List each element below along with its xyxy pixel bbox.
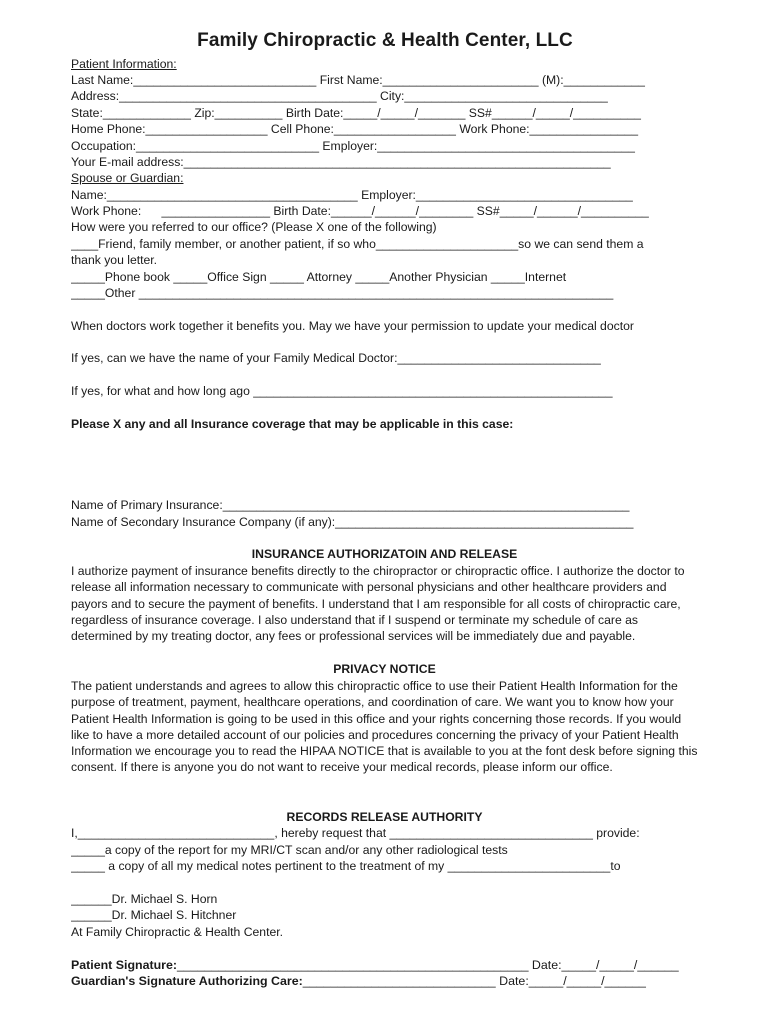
insurance-heading: Please X any and all Insurance coverage that may be applicable in this case: [71,417,514,431]
insurance-row-3 [71,465,698,481]
patient-occupation-line[interactable]: Occupation:___________________________ Employer:______________________________________ [71,139,635,153]
patient-signature-date[interactable]: Date:_____/_____/______ [528,958,679,972]
patient-state-line[interactable]: State:_____________ Zip:__________ Birth Date:_____/_____/_______ SS#______/_____/__________ [71,106,641,120]
patient-name-line[interactable]: Last Name:___________________________ First Name:_______________________ (M):____________ [71,73,645,87]
authorization-text: I authorize payment of insurance benefits directly to the chiropractor or chiropractic office. I authorize the doctor to release all information necessary to communicate with personal physicians and other healthcare providers and payors and to secure the payment of benefits. I understand that I am responsible for all costs of chiropractic care, regardless of insurance coverage. I also understand that if I suspend or terminate my schedule of care as determined by my treating doctor, any fees or professional services will be immediately due and payable. [71,564,685,644]
patient-signature-line[interactable]: ___________________________________________________ [177,958,529,972]
spouse-work-line[interactable]: Work Phone: ________________ Birth Date:______/______/________ SS#_____/______/__________ [71,204,649,218]
doctor-permission-text: When doctors work together it benefits you. May we have your permission to update your medical doctor [71,319,634,333]
records-request-line[interactable]: I,_____________________________, hereby request that ______________________________ provide: [71,826,640,840]
insurance-row-1 [71,433,698,449]
doctor-permission-row [71,334,698,350]
referral-other-line[interactable]: _____Other ______________________________________________________________________ [71,286,614,300]
records-heading: RECORDS RELEASE AUTHORITY [286,810,483,824]
referral-friend-line[interactable]: ____Friend, family member, or another patient, if so who_____________________so we can send them a [71,237,644,251]
family-doctor-line[interactable]: If yes, can we have the name of your Family Medical Doctor:______________________________ [71,351,601,365]
referral-options-line[interactable]: _____Phone book _____Office Sign _____ Attorney _____Another Physician _____Internet [71,270,567,284]
records-location: At Family Chiropractic & Health Center. [71,925,284,939]
guardian-signature-line[interactable]: ____________________________ [302,974,496,988]
guardian-signature-row[interactable] [71,973,699,989]
records-mri-line[interactable]: _____a copy of the report for my MRI/CT scan and/or any other radiological tests [71,843,508,857]
authorization-heading: INSURANCE AUTHORIZATOIN AND RELEASE [251,547,518,561]
patient-signature-row[interactable] [71,957,699,973]
spouse-heading: Spouse or Guardian: [71,171,184,185]
guardian-signature-date[interactable]: Date:_____/_____/______ [495,974,646,988]
patient-signature-label: Patient Signature: [71,958,178,972]
insurance-row-2 [71,449,698,465]
form-title: Family Chiropractic & Health Center, LLC [197,30,573,51]
records-notes-line[interactable]: _____ a copy of all my medical notes pertinent to the treatment of my ________________________to [71,859,621,873]
patient-email-line[interactable]: Your E-mail address:_______________________________________________________________ [71,155,611,169]
chiropractor-before-row [71,367,698,383]
secondary-insurance-line[interactable]: Name of Secondary Insurance Company (if any):____________________________________________ [71,515,634,529]
privacy-text: The patient understands and agrees to allow this chiropractic office to use their Patient Health Information for the purpose of treatment, payment, healthcare operations, and coordination of care. We want you to know how your Patient Health Information is going to be used in this office and your rights concerning those records. If you would like to have a more detailed account of our policies and procedures concerning the privacy of your Patient Health Information we encourage you to read the HIPAA NOTICE that is available to you at the font desk before signing this consent. If there is anyone you do not want to receive your medical records, please inform our office. [71,679,698,775]
privacy-heading: PRIVACY NOTICE [333,662,436,676]
referral-question: How were you referred to our office? (Please X one of the following) [71,220,437,234]
spouse-name-line[interactable]: Name:_____________________________________ Employer:________________________________ [71,188,633,202]
guardian-signature-label: Guardian's Signature Authorizing Care: [71,974,303,988]
patient-info-heading: Patient Information: [71,57,177,71]
doctor-hitchner-line[interactable]: ______Dr. Michael S. Hitchner [71,908,237,922]
patient-phone-line[interactable]: Home Phone:__________________ Cell Phone:__________________ Work Phone:________________ [71,122,638,136]
primary-insurance-line[interactable]: Name of Primary Insurance:____________________________________________________________ [71,498,630,512]
chiro-how-long-line[interactable]: If yes, for what and how long ago _____________________________________________________ [71,384,613,398]
referral-friend-cont: thank you letter. [71,253,158,267]
doctor-horn-line[interactable]: ______Dr. Michael S. Horn [71,892,218,906]
patient-address-line[interactable]: Address:______________________________________ City:______________________________ [71,89,608,103]
